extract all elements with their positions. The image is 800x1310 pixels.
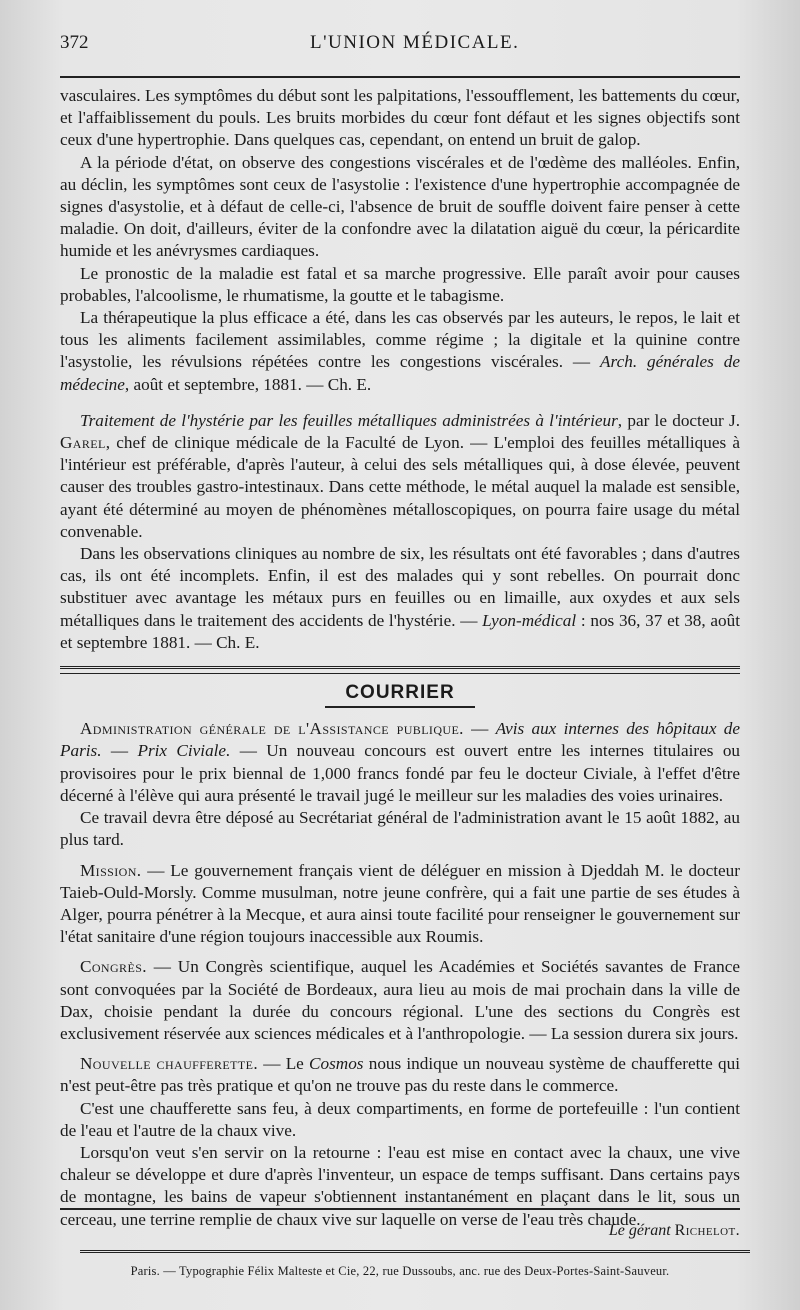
courrier-chaufferette-paragraph — [60, 1053, 740, 1097]
article1-source: Arch. générales de médecine — [60, 352, 740, 394]
courrier-admin-text: — Un nouveau concours est ouvert entre les internes titulaires ou provisoires pour le prix biennal de 1,000 francs fondé par feu le docteur Civiale, à l'effet d'être décerné à l'élève qui aura présenté le travail jugé le meilleur sur les maladies des voies urinaires. — [60, 741, 741, 805]
courrier-chaufferette-label: Nouvelle chaufferette. — [80, 1054, 259, 1074]
article2-by: , par le docteur J. — [617, 410, 741, 430]
courrier-admin-dash2: — — [101, 741, 138, 761]
article2-p2-end: : nos 36, 37 et 38, août et septembre 1881. — Ch. E. — [60, 610, 740, 652]
courrier-chaufferette-paragraph-2: C'est une chaufferette sans feu, à deux compartiments, en forme de portefeuille : l'un contient de l'eau et l'autre de la chaux vive. — [60, 1098, 740, 1140]
article2-paragraph-2 — [60, 543, 740, 654]
imprint-rule — [80, 1250, 750, 1253]
courrier-underline — [325, 706, 475, 708]
courrier-chaufferette-text: nous indique un nouveau système de chaufferette qui n'est peut-être pas très pratique et qu'on ne trouve pas du reste dans le commerce. — [60, 1054, 740, 1096]
text-column — [60, 85, 740, 1231]
courrier-congres-text: — Un Congrès scientifique, auquel les Académies et Sociétés savantes de France sont convoquées par la Société de Bordeaux, aura lieu au mois de mai prochain dans la ville de Dax, choisie pendant la durée du concours régional. L'une des sections du Congrès est exclusivement réservée aux sciences médicales et à l'anthropologie. — La session durera six jours. — [60, 957, 740, 1043]
courrier-admin-dash: — — [463, 719, 496, 739]
article1-paragraph-4 — [60, 307, 740, 396]
page-number: 372 — [60, 32, 89, 53]
running-head: L'UNION MÉDICALE. — [310, 32, 520, 53]
courrier-chaufferette-dash: — Le — [258, 1054, 310, 1074]
gerant-label: Le gérant — [608, 1222, 671, 1239]
article2-author: Garel — [60, 433, 106, 453]
article2-title: Traitement de l'hystérie par les feuilles métalliques administrées à l'intérieur — [80, 410, 618, 430]
footer-rule — [60, 1208, 740, 1210]
header-rule — [60, 76, 740, 78]
article2-p1-rest: , chef de clinique médicale de la Faculté de Lyon. — L'emploi des feuilles métalliques à l'intérieur est préférable, d'après l'auteur, à celui des sels métalliques qui, à dose élevée, peuvent causer des troubles gastro-intestinaux. Dans cette méthode, le métal auquel la malade est sensible, ayant été déterminé au moyen de phénomènes métalloscopiques, on pourra faire usage du métal convenable. — [60, 433, 740, 541]
courrier-mission-paragraph — [60, 860, 740, 949]
courrier-heading: COURRIER — [345, 682, 455, 704]
courrier-chaufferette-paragraph-3: Lorsqu'on veut s'en servir on la retourne : l'eau est mise en contact avec la chaux, une vive chaleur se développe et dure d'après l'inventeur, un espace de temps suffisant. Dans certains pays de montagne, les bains de vapeur s'obtiennent instantanément en plaçant dans le lit, sous un cerceau, une terrine remplie de chaux vive sur laquelle on verse de l'eau très chaude. — [60, 1142, 740, 1229]
article2-source: Lyon-médical — [482, 610, 577, 630]
section-divider — [60, 666, 740, 674]
courrier-admin-prix: Prix Civiale. — [137, 741, 231, 761]
article2-p2-text: Dans les observations cliniques au nombre de six, les résultats ont été favorables ; dans d'autres cas, ils ont été incomplets. Enfin, il est des malades qui y sont rebelles. On pourrait donc substituer avec avantage les métaux purs en feuilles ou en limaille, aux oxydes et aux sels métalliques dans le traitement des accidents de l'hystérie. — — [60, 544, 740, 630]
courrier-admin-label: Administration générale de l'Assistance publique. — [80, 719, 464, 739]
article2-paragraph-1 — [60, 410, 740, 543]
article1-paragraph-2: A la période d'état, on observe des congestions viscérales et de l'œdème des malléoles. Enfin, au déclin, les symptômes sont ceux de l'asystolie : l'existence d'une hypertrophie accompagnée de signes d'asystolie, et à défaut de celle-ci, l'absence de bruit de souffle doivent faire penser à cette maladie. On doit, d'ailleurs, éviter de la confondre avec la dilatation aiguë du cœur, la péricardite humide et les anévrysmes cardiaques. — [60, 152, 740, 261]
courrier-cosmos: Cosmos — [309, 1054, 364, 1074]
article1-paragraph-3: Le pronostic de la maladie est fatal et sa marche progressive. Elle paraît avoir pour causes probables, l'alcoolisme, le rhumatisme, la goutte et le tabagisme. — [60, 263, 740, 305]
article1-p4-end: , août et septembre, 1881. — Ch. E. — [124, 374, 372, 394]
page-header — [60, 32, 740, 62]
courrier-mission-label: Mission. — [80, 860, 142, 880]
courrier-mission-text: — Le gouvernement français vient de déléguer en mission à Djeddah M. le docteur Taieb-Ould-Morsly. Comme musulman, notre jeune confrère, qui a fait une partie de ses études à Alger, pourra pénétrer à la Mecque, et aura ainsi toute facilité pour renseigner le gouvernement sur l'état sanitaire d'une région toujours inaccessible aux Roumis. — [60, 860, 740, 947]
courrier-admin-paragraph-2: Ce travail devra être déposé au Secrétariat général de l'administration avant le 15 août 1882, au plus tard. — [60, 808, 740, 850]
courrier-congres-paragraph — [60, 956, 740, 1045]
courrier-admin-subtitle: Avis aux internes des hôpitaux de Paris. — [60, 719, 740, 761]
article1-paragraph-1: vasculaires. Les symptômes du début sont les palpitations, l'essoufflement, les battements du cœur, et l'affaiblissement du pouls. Les bruits morbides du cœur font défaut et les signes objectifs sont ceux d'une hypertrophie. Dans quelques cas, cependant, on entend un bruit de galop. — [60, 86, 740, 150]
courrier-admin-paragraph — [60, 718, 740, 807]
article1-p4-text: La thérapeutique la plus efficace a été, dans les cas observés par les auteurs, le repos, le lait et tous les aliments facilement assimilables, comme régime ; la digitale et la quinine contre l'asystolie, les révulsions répétées contre les congestions viscérales. — — [60, 308, 740, 372]
gerant-signature — [609, 1222, 740, 1240]
courrier-congres-label: Congrès. — [80, 957, 147, 977]
gerant-name: Richelot. — [674, 1222, 740, 1239]
printer-imprint: Paris. — Typographie Félix Malteste et Cie, 22, rue Dussoubs, anc. rue des Deux-Portes-Saint-Sauveur. — [130, 1264, 670, 1278]
